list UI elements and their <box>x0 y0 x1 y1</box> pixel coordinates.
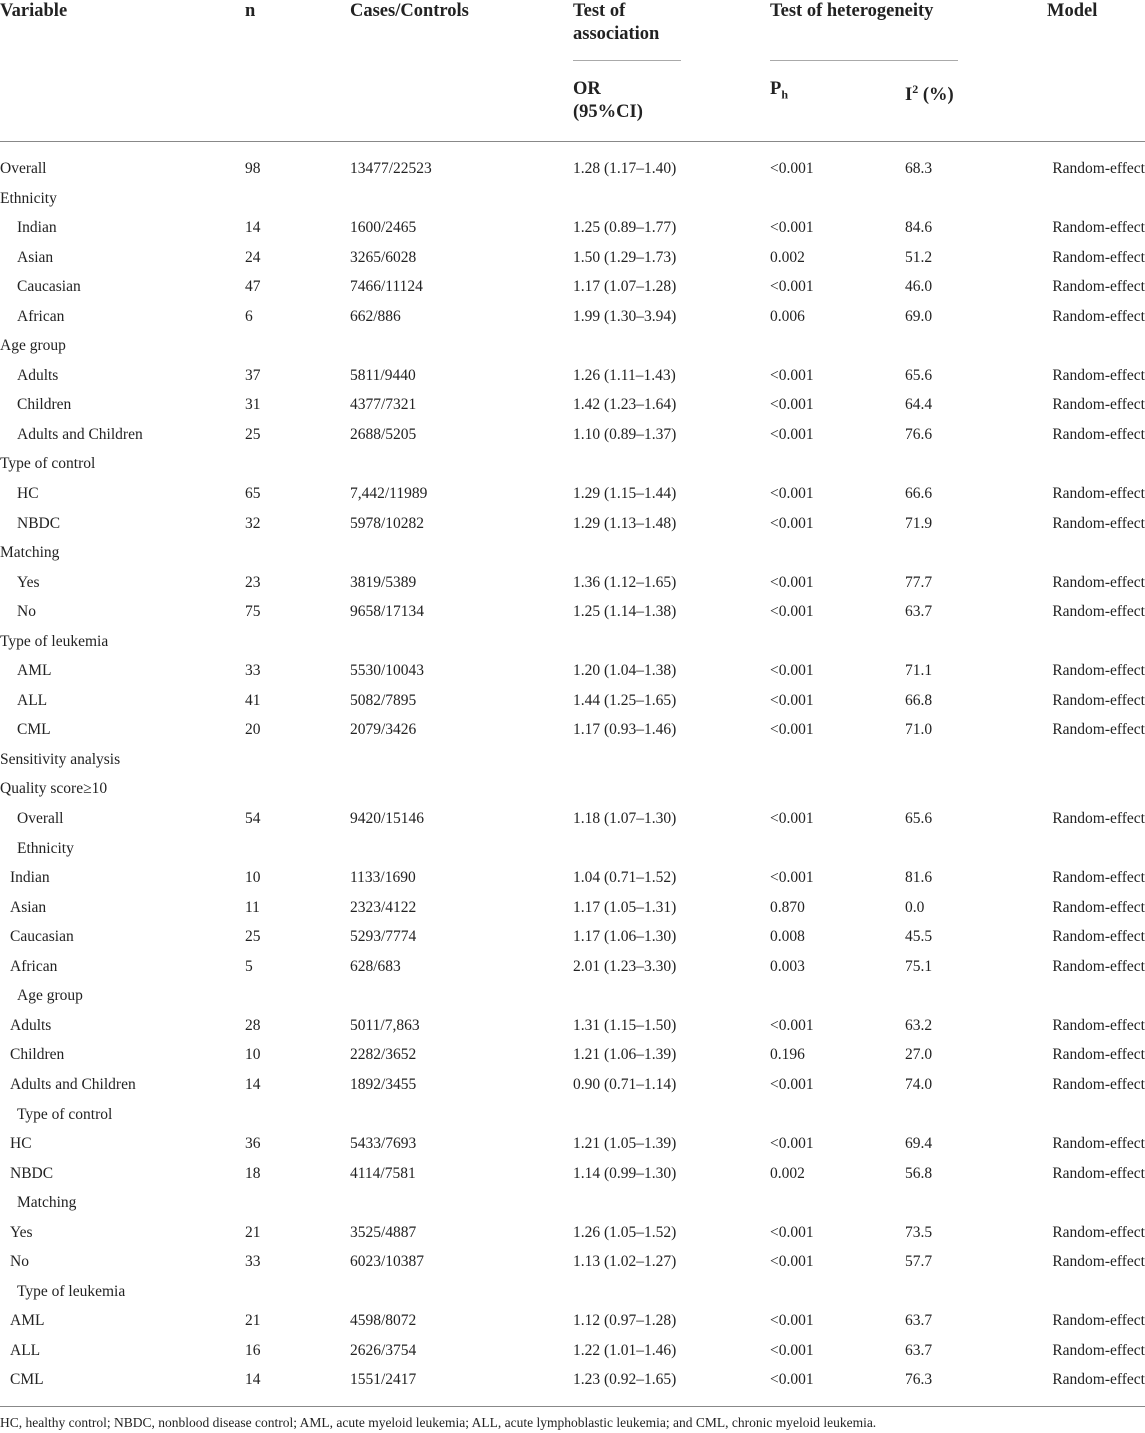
model-cell: Random-effect <box>1052 928 1145 946</box>
n-cell: 18 <box>245 1164 261 1182</box>
n-cell: 6 <box>245 307 253 325</box>
n-cell: 41 <box>245 691 261 709</box>
table-row <box>0 952 1145 982</box>
or-cell: 1.18 (1.07–1.30) <box>573 810 677 828</box>
n-cell: 31 <box>245 396 261 414</box>
model-cell: Random-effect <box>1052 396 1145 414</box>
model-cell: Random-effect <box>1052 869 1145 887</box>
variable-cell: Type of control <box>17 1105 113 1123</box>
ph-cell: 0.196 <box>770 1046 805 1064</box>
ph-cell: 0.002 <box>770 1164 805 1182</box>
table-row <box>0 981 1145 1011</box>
cases-controls-cell: 5978/10282 <box>350 514 425 532</box>
model-cell: Random-effect <box>1052 219 1145 237</box>
ph-cell: 0.003 <box>770 957 805 975</box>
or-cell: 1.21 (1.06–1.39) <box>573 1046 677 1064</box>
or-cell: 1.23 (0.92–1.65) <box>573 1371 677 1389</box>
model-cell: Random-effect <box>1052 1223 1145 1241</box>
ph-cell: <0.001 <box>770 396 814 414</box>
n-cell: 65 <box>245 485 261 503</box>
variable-cell: Caucasian <box>17 278 81 296</box>
i2-cell: 71.1 <box>905 662 933 680</box>
model-cell: Random-effect <box>1052 603 1145 621</box>
variable-cell: NBDC <box>17 514 61 532</box>
n-cell: 33 <box>245 1253 261 1271</box>
i2-cell: 27.0 <box>905 1046 933 1064</box>
table-row <box>0 1306 1145 1336</box>
header-ph <box>770 78 788 107</box>
model-cell: Random-effect <box>1052 573 1145 591</box>
i2-cell: 71.0 <box>905 721 933 739</box>
i2-cell: 66.8 <box>905 691 933 709</box>
ph-cell: <0.001 <box>770 810 814 828</box>
or-cell: 1.28 (1.17–1.40) <box>573 160 677 177</box>
table-row <box>0 154 1145 184</box>
table-row <box>0 1218 1145 1248</box>
ph-cell: 0.870 <box>770 898 805 916</box>
table-row <box>0 302 1145 332</box>
cases-controls-cell: 1551/2417 <box>350 1371 417 1389</box>
ph-cell: <0.001 <box>770 1312 814 1330</box>
variable-cell: Adults <box>10 1016 52 1034</box>
ph-cell: <0.001 <box>770 1341 814 1359</box>
table-row <box>0 243 1145 273</box>
variable-cell: Quality score≥10 <box>0 780 108 798</box>
table-row <box>0 420 1145 450</box>
i2-cell: 46.0 <box>905 278 933 296</box>
cases-controls-cell: 9420/15146 <box>350 810 425 828</box>
variable-cell: Asian <box>10 898 47 916</box>
header-i2-base: I <box>905 85 913 106</box>
cases-controls-cell: 1133/1690 <box>350 869 416 887</box>
i2-cell: 65.6 <box>905 810 933 828</box>
table-row <box>0 1336 1145 1366</box>
table-row <box>0 804 1145 834</box>
table-row <box>0 479 1145 509</box>
i2-cell: 63.2 <box>905 1016 933 1034</box>
model-cell: Random-effect <box>1052 1341 1145 1359</box>
table-row <box>0 1247 1145 1277</box>
cases-controls-cell: 662/886 <box>350 307 401 325</box>
table-body <box>0 154 1145 1395</box>
model-cell: Random-effect <box>1052 662 1145 680</box>
ph-cell: <0.001 <box>770 603 814 621</box>
or-cell: 1.10 (0.89–1.37) <box>573 425 677 443</box>
i2-cell: 77.7 <box>905 573 933 591</box>
or-cell: 1.99 (1.30–3.94) <box>573 307 677 325</box>
variable-cell: African <box>17 307 65 325</box>
variable-cell: ALL <box>10 1341 41 1359</box>
variable-cell: Yes <box>17 573 40 591</box>
i2-cell: 75.1 <box>905 957 933 975</box>
or-cell: 1.31 (1.15–1.50) <box>573 1016 677 1034</box>
header-rule <box>0 141 1145 142</box>
table-header <box>0 0 1145 142</box>
cases-controls-cell: 2079/3426 <box>350 721 417 739</box>
variable-cell: Sensitivity analysis <box>0 750 121 768</box>
or-cell: 1.44 (1.25–1.65) <box>573 691 677 709</box>
variable-cell: CML <box>10 1371 44 1389</box>
ph-cell: <0.001 <box>770 1223 814 1241</box>
ph-cell: <0.001 <box>770 366 814 384</box>
variable-cell: Type of leukemia <box>17 1282 126 1300</box>
or-cell: 1.17 (0.93–1.46) <box>573 721 677 739</box>
ph-cell: <0.001 <box>770 1016 814 1034</box>
model-cell: Random-effect <box>1052 425 1145 443</box>
n-cell: 54 <box>245 810 261 828</box>
or-cell: 1.17 (1.05–1.31) <box>573 898 677 916</box>
table-row <box>0 509 1145 539</box>
cases-controls-cell: 5082/7895 <box>350 691 417 709</box>
or-cell: 1.50 (1.29–1.73) <box>573 248 677 266</box>
n-cell: 36 <box>245 1135 261 1153</box>
variable-cell: Adults and Children <box>17 425 143 443</box>
header-test-association <box>573 0 659 46</box>
variable-cell: Indian <box>17 219 57 237</box>
table-row <box>0 834 1145 864</box>
header-test-heterogeneity: Test of heterogeneity <box>770 1 934 21</box>
ph-cell: <0.001 <box>770 1075 814 1093</box>
header-cases-controls: Cases/Controls <box>350 1 469 21</box>
ph-cell: 0.008 <box>770 928 805 946</box>
table-row <box>0 1100 1145 1130</box>
or-cell: 1.14 (0.99–1.30) <box>573 1164 677 1182</box>
ph-cell: <0.001 <box>770 1371 814 1389</box>
ph-cell: <0.001 <box>770 721 814 739</box>
i2-cell: 0.0 <box>905 898 925 916</box>
or-cell: 1.21 (1.05–1.39) <box>573 1135 677 1153</box>
cases-controls-cell: 3525/4887 <box>350 1223 417 1241</box>
or-cell: 1.25 (1.14–1.38) <box>573 603 677 621</box>
n-cell: 28 <box>245 1016 261 1034</box>
cases-controls-cell: 4377/7321 <box>350 396 417 414</box>
i2-cell: 69.0 <box>905 307 933 325</box>
table-row <box>0 774 1145 804</box>
ph-cell: <0.001 <box>770 514 814 532</box>
table-row <box>0 1011 1145 1041</box>
cases-controls-cell: 1892/3455 <box>350 1075 417 1093</box>
i2-cell: 68.3 <box>905 160 933 177</box>
model-cell: Random-effect <box>1052 514 1145 532</box>
cases-controls-cell: 3819/5389 <box>350 573 417 591</box>
variable-cell: Yes <box>10 1223 33 1241</box>
variable-cell: HC <box>17 485 39 503</box>
or-cell: 1.17 (1.07–1.28) <box>573 278 677 296</box>
header-test-association-line1: Test of <box>573 1 626 21</box>
ph-cell: <0.001 <box>770 662 814 680</box>
model-cell: Random-effect <box>1052 366 1145 384</box>
n-cell: 14 <box>245 1371 261 1389</box>
model-cell: Random-effect <box>1052 248 1145 266</box>
i2-cell: 81.6 <box>905 869 933 887</box>
i2-cell: 63.7 <box>905 1341 933 1359</box>
or-cell: 1.17 (1.06–1.30) <box>573 928 677 946</box>
or-cell: 1.22 (1.01–1.46) <box>573 1341 677 1359</box>
table-row <box>0 1277 1145 1307</box>
ph-cell: 0.002 <box>770 248 805 266</box>
header-i2-unit: (%) <box>918 85 954 106</box>
i2-cell: 57.7 <box>905 1253 933 1271</box>
model-cell: Random-effect <box>1052 1075 1145 1093</box>
n-cell: 24 <box>245 248 261 266</box>
heterogeneity-underline <box>770 60 958 61</box>
table-row <box>0 686 1145 716</box>
i2-cell: 51.2 <box>905 248 933 266</box>
cases-controls-cell: 13477/22523 <box>350 160 432 177</box>
ph-cell: <0.001 <box>770 219 814 237</box>
ph-cell: <0.001 <box>770 278 814 296</box>
variable-cell: Overall <box>17 810 64 828</box>
model-cell: Random-effect <box>1052 278 1145 296</box>
variable-cell: Age group <box>17 987 83 1005</box>
cases-controls-cell: 4114/7581 <box>350 1164 416 1182</box>
variable-cell: Asian <box>17 248 54 266</box>
i2-cell: 64.4 <box>905 396 933 414</box>
i2-cell: 74.0 <box>905 1075 933 1093</box>
model-cell: Random-effect <box>1052 898 1145 916</box>
ph-cell: 0.006 <box>770 307 805 325</box>
n-cell: 33 <box>245 662 261 680</box>
variable-cell: ALL <box>17 691 48 709</box>
or-cell: 1.36 (1.12–1.65) <box>573 573 677 591</box>
header-or <box>573 78 643 124</box>
table-row <box>0 745 1145 775</box>
or-cell: 1.42 (1.23–1.64) <box>573 396 677 414</box>
model-cell: Random-effect <box>1052 1046 1145 1064</box>
i2-cell: 65.6 <box>905 366 933 384</box>
table-row <box>0 893 1145 923</box>
i2-cell: 63.7 <box>905 1312 933 1330</box>
cases-controls-cell: 7466/11124 <box>350 278 423 296</box>
table-row <box>0 390 1145 420</box>
n-cell: 10 <box>245 1046 261 1064</box>
header-test-association-line2: association <box>573 24 660 44</box>
cases-controls-cell: 5433/7693 <box>350 1135 417 1153</box>
table-row <box>0 627 1145 657</box>
i2-cell: 69.4 <box>905 1135 933 1153</box>
cases-controls-cell: 5811/9440 <box>350 366 416 384</box>
i2-cell: 66.6 <box>905 485 933 503</box>
cases-controls-cell: 2282/3652 <box>350 1046 417 1064</box>
ph-cell: <0.001 <box>770 1253 814 1271</box>
model-cell: Random-effect <box>1052 1312 1145 1330</box>
model-cell: Random-effect <box>1052 1371 1145 1389</box>
cases-controls-cell: 5530/10043 <box>350 662 425 680</box>
model-cell: Random-effect <box>1052 721 1145 739</box>
ph-cell: <0.001 <box>770 573 814 591</box>
cases-controls-cell: 2688/5205 <box>350 425 417 443</box>
ph-cell: <0.001 <box>770 1135 814 1153</box>
variable-cell: Type of control <box>0 455 96 473</box>
header-i2-sup: 2 <box>912 82 919 96</box>
cases-controls-cell: 7,442/11989 <box>350 485 428 503</box>
table-row <box>0 331 1145 361</box>
i2-cell: 76.6 <box>905 425 933 443</box>
variable-cell: AML <box>17 662 52 680</box>
variable-cell: Matching <box>0 544 60 562</box>
n-cell: 14 <box>245 1075 261 1093</box>
i2-cell: 71.9 <box>905 514 933 532</box>
cases-controls-cell: 4598/8072 <box>350 1312 417 1330</box>
cases-controls-cell: 2323/4122 <box>350 898 417 916</box>
i2-cell: 84.6 <box>905 219 933 237</box>
variable-cell: Caucasian <box>10 928 74 946</box>
table-row <box>0 213 1145 243</box>
ph-cell: <0.001 <box>770 485 814 503</box>
i2-cell: 45.5 <box>905 928 933 946</box>
header-or-line2: (95%CI) <box>573 102 643 122</box>
table-row <box>0 1188 1145 1218</box>
n-cell: 11 <box>245 898 260 916</box>
or-cell: 1.20 (1.04–1.38) <box>573 662 677 680</box>
cases-controls-cell: 5293/7774 <box>350 928 417 946</box>
or-cell: 1.04 (0.71–1.52) <box>573 869 677 887</box>
variable-cell: Indian <box>10 869 50 887</box>
cases-controls-cell: 5011/7,863 <box>350 1016 420 1034</box>
n-cell: 47 <box>245 278 261 296</box>
cases-controls-cell: 2626/3754 <box>350 1341 417 1359</box>
n-cell: 32 <box>245 514 261 532</box>
model-cell: Random-effect <box>1052 1164 1145 1182</box>
variable-cell: Adults <box>17 366 59 384</box>
variable-cell: African <box>10 957 58 975</box>
cases-controls-cell: 9658/17134 <box>350 603 425 621</box>
n-cell: 37 <box>245 366 261 384</box>
ph-cell: <0.001 <box>770 425 814 443</box>
or-cell: 1.12 (0.97–1.28) <box>573 1312 677 1330</box>
or-cell: 1.26 (1.11–1.43) <box>573 366 676 384</box>
table-row <box>0 568 1145 598</box>
header-variable: Variable <box>0 1 68 21</box>
n-cell: 98 <box>245 160 261 177</box>
variable-cell: CML <box>17 721 51 739</box>
variable-cell: NBDC <box>10 1164 54 1182</box>
n-cell: 23 <box>245 573 261 591</box>
or-cell: 1.29 (1.15–1.44) <box>573 485 677 503</box>
variable-cell: Overall <box>0 160 47 177</box>
i2-cell: 76.3 <box>905 1371 933 1389</box>
variable-cell: Type of leukemia <box>0 632 109 650</box>
variable-cell: AML <box>10 1312 45 1330</box>
table-row <box>0 272 1145 302</box>
n-cell: 16 <box>245 1341 261 1359</box>
n-cell: 20 <box>245 721 261 739</box>
n-cell: 14 <box>245 219 261 237</box>
or-cell: 1.25 (0.89–1.77) <box>573 219 677 237</box>
header-model: Model <box>1047 1 1098 21</box>
cases-controls-cell: 3265/6028 <box>350 248 417 266</box>
table-row <box>0 1365 1145 1395</box>
variable-cell: HC <box>10 1135 32 1153</box>
variable-cell: Age group <box>0 337 66 355</box>
table-row <box>0 656 1145 686</box>
table-row <box>0 922 1145 952</box>
model-cell: Random-effect <box>1052 691 1145 709</box>
ph-cell: <0.001 <box>770 691 814 709</box>
model-cell: Random-effect <box>1052 160 1145 177</box>
cases-controls-cell: 1600/2465 <box>350 219 417 237</box>
header-i2 <box>905 78 954 107</box>
association-underline <box>573 60 681 61</box>
or-cell: 1.29 (1.13–1.48) <box>573 514 677 532</box>
model-cell: Random-effect <box>1052 307 1145 325</box>
variable-cell: Matching <box>17 1194 77 1212</box>
table-row <box>0 184 1145 214</box>
table-row <box>0 538 1145 568</box>
table-row <box>0 1129 1145 1159</box>
n-cell: 21 <box>245 1223 261 1241</box>
n-cell: 21 <box>245 1312 261 1330</box>
header-ph-base: P <box>770 79 782 99</box>
variable-cell: Children <box>10 1046 65 1064</box>
header-or-line1: OR <box>573 79 601 99</box>
table-row <box>0 1040 1145 1070</box>
model-cell: Random-effect <box>1052 957 1145 975</box>
cases-controls-cell: 6023/10387 <box>350 1253 425 1271</box>
model-cell: Random-effect <box>1052 485 1145 503</box>
variable-cell: Ethnicity <box>17 839 74 857</box>
model-cell: Random-effect <box>1052 1253 1145 1271</box>
i2-cell: 63.7 <box>905 603 933 621</box>
model-cell: Random-effect <box>1052 1016 1145 1034</box>
ph-cell: <0.001 <box>770 160 814 177</box>
model-cell: Random-effect <box>1052 1135 1145 1153</box>
n-cell: 10 <box>245 869 261 887</box>
bottom-rule <box>0 1406 1145 1407</box>
table-row <box>0 863 1145 893</box>
or-cell: 0.90 (0.71–1.14) <box>573 1075 677 1093</box>
variable-cell: Children <box>17 396 72 414</box>
variable-cell: Ethnicity <box>0 189 57 207</box>
variable-cell: No <box>10 1253 29 1271</box>
or-cell: 1.26 (1.05–1.52) <box>573 1223 677 1241</box>
header-n: n <box>245 1 256 21</box>
n-cell: 75 <box>245 603 261 621</box>
i2-cell: 56.8 <box>905 1164 933 1182</box>
n-cell: 5 <box>245 957 253 975</box>
table-row <box>0 597 1145 627</box>
ph-cell: <0.001 <box>770 869 814 887</box>
variable-cell: Adults and Children <box>10 1075 136 1093</box>
or-cell: 1.13 (1.02–1.27) <box>573 1253 677 1271</box>
model-cell: Random-effect <box>1052 810 1145 828</box>
or-cell: 2.01 (1.23–3.30) <box>573 957 677 975</box>
header-ph-sub: h <box>781 87 788 102</box>
variable-cell: No <box>17 603 36 621</box>
table-row <box>0 1070 1145 1100</box>
i2-cell: 73.5 <box>905 1223 933 1241</box>
table-footnote: HC, healthy control; NBDC, nonblood disease control; AML, acute myeloid leukemia; ALL, acute lymphoblastic leukemia; and CML, chronic myeloid leukemia. <box>0 1415 877 1430</box>
n-cell: 25 <box>245 425 261 443</box>
n-cell: 25 <box>245 928 261 946</box>
table-row <box>0 715 1145 745</box>
cases-controls-cell: 628/683 <box>350 957 401 975</box>
table-row <box>0 449 1145 479</box>
table-row <box>0 361 1145 391</box>
table-row <box>0 1159 1145 1189</box>
